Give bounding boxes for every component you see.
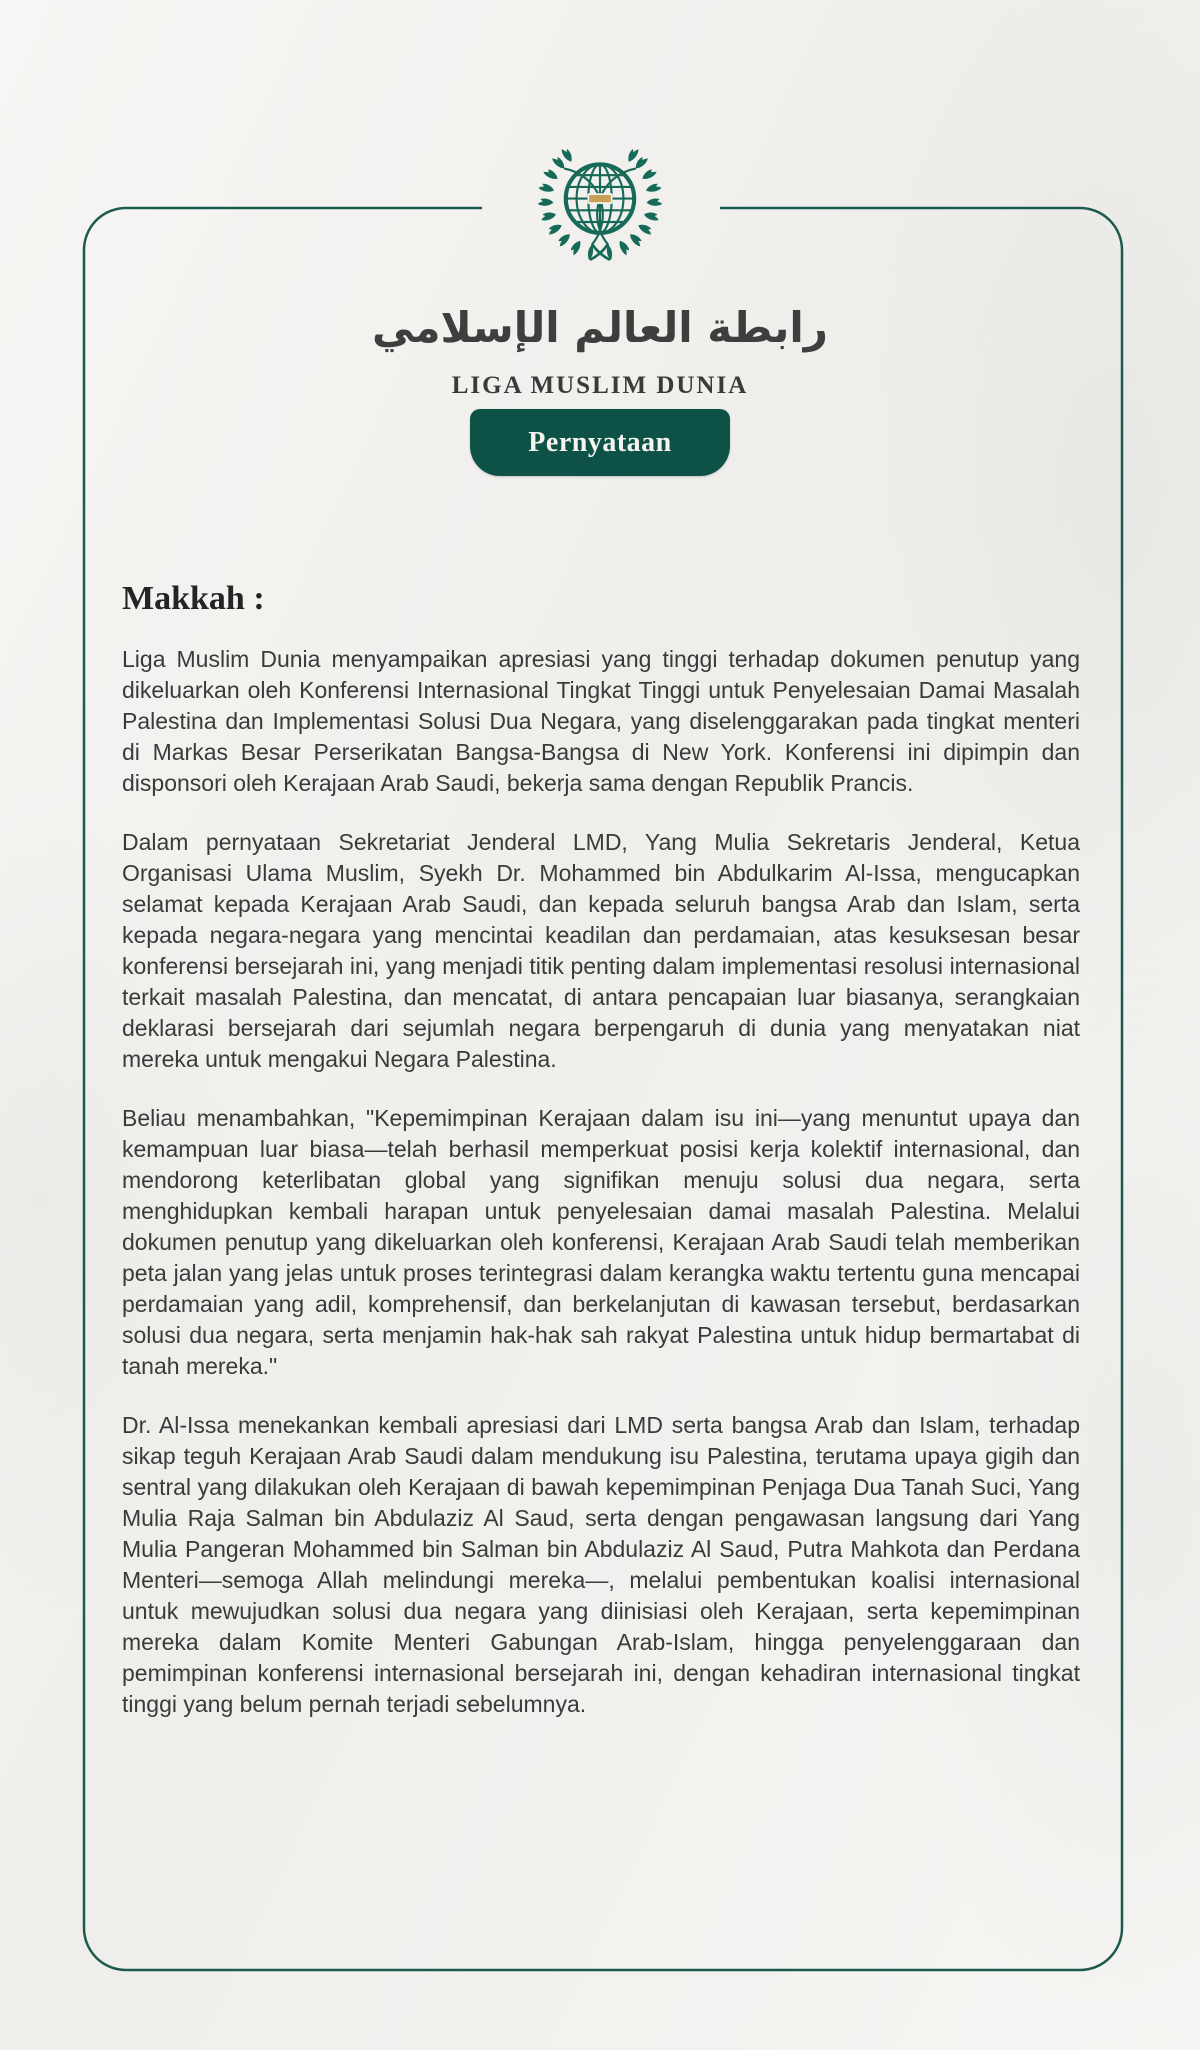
statement-paragraph: Dalam pernyataan Sekretariat Jenderal LMD, Yang Mulia Sekretaris Jenderal, Ketua Organisasi Ulama Muslim, Syekh Dr. Mohammed bin Abdulkarim Al-Issa, mengucapkan selamat kepada Kerajaan Arab Saudi, dan kepada seluruh bangsa Arab dan Islam, serta kepada negara-negara yang mencintai keadilan dan perdamaian, atas kesuksesan besar konferensi bersejarah ini, yang menjadi titik penting dalam implementasi resolusi internasional terkait masalah Palestina, dan mencatat, di antara pencapaian luar biasanya, serangkaian deklarasi bersejarah dari sejumlah negara berpengaruh di dunia yang menyatakan niat mereka untuk mengakui Negara Palestina. <box>122 829 1080 1072</box>
statement-paragraph: Dr. Al-Issa menekankan kembali apresiasi dari LMD serta bangsa Arab dan Islam, terhadap sikap teguh Kerajaan Arab Saudi dalam mendukung isu Palestina, terutama upaya gigih dan sentral yang dilakukan oleh Kerajaan di bawah kepemimpinan Penjaga Dua Tanah Suci, Yang Mulia Raja Salman bin Abdulaziz Al Saud, serta dengan pengawasan langsung dari Yang Mulia Pangeran Mohammed bin Salman bin Abdulaziz Al Saud, Putra Mahkota dan Perdana Menteri—semoga Allah melindungi mereka—, melalui pembentukan koalisi internasional untuk mewujudkan solusi dua negara yang diinisiasi oleh Kerajaan, serta kepemimpinan mereka dalam Komite Menteri Gabungan Arab-Islam, hingga penyelenggaraan dan pemimpinan konferensi internasional bersejarah ini, dengan kehadiran internasional tingkat tinggi yang belum pernah terjadi sebelumnya. <box>122 1412 1080 1717</box>
statement-paragraph: Beliau menambahkan, "Kepemimpinan Kerajaan dalam isu ini—yang menuntut upaya dan kemampuan luar biasa—telah berhasil memperkuat posisi kerja kolektif internasional, dan mendorong keterlibatan global yang signifikan menuju solusi dua negara, serta menghidupkan kembali harapan untuk penyelesaian damai masalah Palestina. Melalui dokumen penutup yang dikeluarkan oleh konferensi, Kerajaan Arab Saudi telah memberikan peta jalan yang jelas untuk proses terintegrasi dalam kerangka waktu tertentu guna mencapai perdamaian yang adil, komprehensif, dan berkelanjutan di kawasan tersebut, berdasarkan solusi dua negara, serta menjamin hak-hak sah rakyat Palestina untuk hidup bermartabat di tanah mereka." <box>122 1105 1080 1379</box>
statement-heading: Makkah : <box>122 580 265 617</box>
statement-paragraph: Liga Muslim Dunia menyampaikan apresiasi yang tinggi terhadap dokumen penutup yang dikeluarkan oleh Konferensi Internasional Tingkat Tinggi untuk Penyelesaian Damai Masalah Palestina dan Implementasi Solusi Dua Negara, yang diselenggarakan pada tingkat menteri di Markas Besar Perserikatan Bangsa-Bangsa di New York. Konferensi ini dipimpin dan disponsori oleh Kerajaan Arab Saudi, bekerja sama dengan Republik Prancis. <box>122 646 1080 796</box>
kaaba-gold-rectangle <box>588 194 611 203</box>
arabic-organization-name: رابطة العالم الإسلامي <box>372 303 828 352</box>
statement-badge <box>470 409 730 476</box>
statement-badge-label: Pernyataan <box>528 426 672 458</box>
mwl-emblem-icon <box>537 148 663 269</box>
organization-name: LIGA MUSLIM DUNIA <box>451 372 749 399</box>
statement-body <box>122 580 1080 1720</box>
